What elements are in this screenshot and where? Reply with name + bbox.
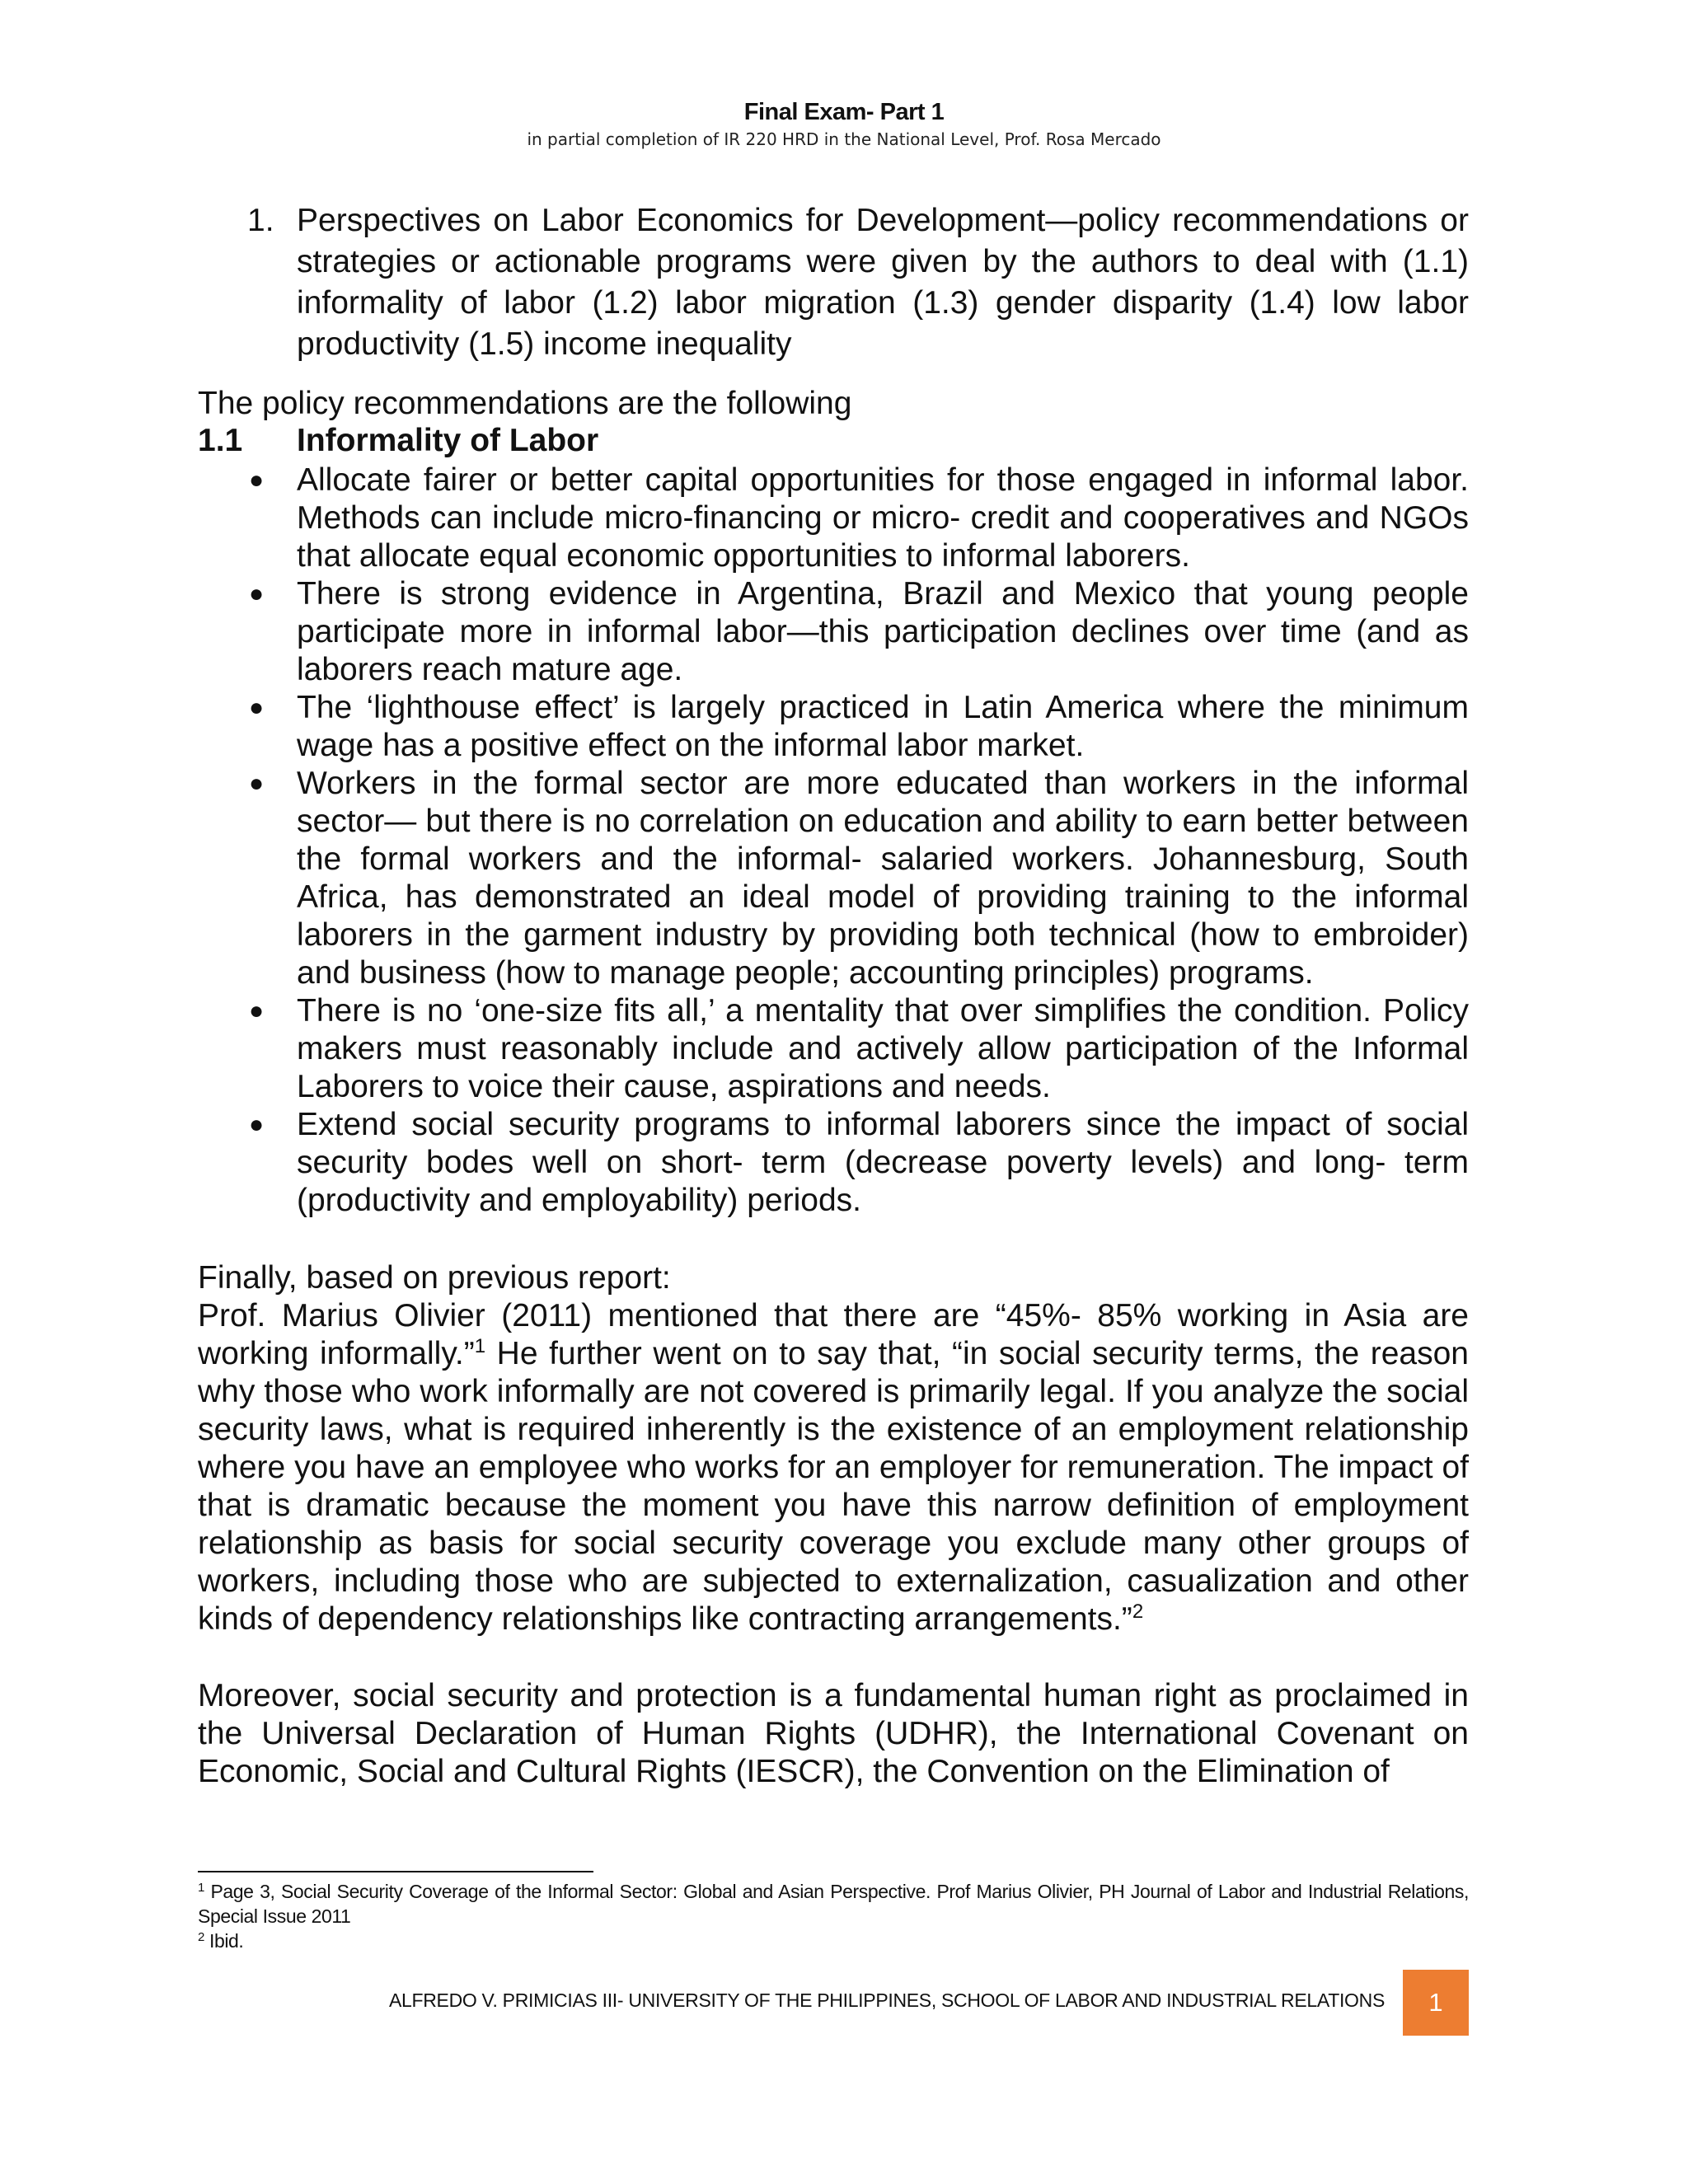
page-number-badge: 1 bbox=[1403, 1970, 1469, 2036]
section-title: Informality of Labor bbox=[297, 423, 599, 458]
recommendation-list bbox=[198, 462, 1469, 1220]
list-item bbox=[198, 765, 1469, 992]
footnote bbox=[198, 1879, 1469, 1929]
olivier-paragraph bbox=[198, 1297, 1469, 1638]
footer-author: ALFREDO V. PRIMICIAS III- UNIVERSITY OF THE PHILIPPINES, SCHOOL OF LABOR AND INDUSTRIAL RELATIONS bbox=[388, 1990, 1385, 2011]
list-item-text: Allocate fairer or better capital opportunities for those engaged in informal labor. Methods can include micro-financing or micro- credit and cooperatives and NGOs that allocate equal economic opportunities to informal laborers. bbox=[297, 462, 1469, 574]
section-number: 1.1 bbox=[198, 423, 243, 458]
bullet-icon: ● bbox=[249, 466, 265, 494]
footnotes bbox=[198, 1879, 1469, 1953]
footnote-divider bbox=[198, 1871, 593, 1872]
footnote-ref: 1 bbox=[474, 1335, 486, 1357]
bullet-icon: ● bbox=[249, 770, 265, 797]
footnote-ref: 2 bbox=[1132, 1601, 1144, 1623]
footnote-text: Page 3, Social Security Coverage of the Informal Sector: Global and Asian Perspective. Prof Marius Olivier, PH Journal of Labor and Industrial Relations, Special Issue 2011 bbox=[198, 1881, 1469, 1927]
bullet-icon: ● bbox=[249, 1111, 265, 1138]
list-item-text: There is strong evidence in Argentina, Brazil and Mexico that young people participate more in informal labor—this participation declines over time (and as laborers reach mature age. bbox=[297, 576, 1469, 687]
list-item-text: The ‘lighthouse effect’ is largely practiced in Latin America where the minimum wage has a positive effect on the informal labor market. bbox=[297, 690, 1469, 763]
bullet-icon: ● bbox=[249, 580, 265, 607]
list-item bbox=[198, 1106, 1469, 1220]
list-item bbox=[198, 689, 1469, 765]
footnote bbox=[198, 1929, 1469, 1953]
page-footer bbox=[198, 1970, 1469, 2036]
list-item bbox=[198, 462, 1469, 575]
intro-line: The policy recommendations are the following bbox=[198, 386, 852, 421]
footnote-mark: 2 bbox=[198, 1930, 204, 1944]
question-item bbox=[198, 200, 1469, 365]
question-text: Perspectives on Labor Economics for Development—policy recommendations or strategies or actionable programs were given by the authors to deal with (1.1) informality of labor (1.2) labor migration (1.3) gender disparity (1.4) low labor productivity (1.5) income inequality bbox=[297, 203, 1469, 362]
footnote-text: Ibid. bbox=[209, 1930, 244, 1952]
list-item-text: Workers in the formal sector are more educated than workers in the informal sector— but there is no correlation on education and ability to earn better between the formal workers and the informal- salaried workers. Johannesburg, South Africa, has demonstrated an ideal model of providing training to the informal laborers in the garment industry by providing both technical (how to embroider) and business (how to manage people; accounting principles) programs. bbox=[297, 766, 1469, 991]
list-item bbox=[198, 992, 1469, 1106]
list-item bbox=[198, 575, 1469, 689]
paragraph-text: Prof. Marius Olivier (2011) mentioned that there are “45%- 85% working in Asia are working informally.” bbox=[198, 1298, 1469, 1371]
section-heading bbox=[198, 420, 598, 462]
human-rights-paragraph: Moreover, social security and protection is a fundamental human right as proclaimed in the Universal Declaration of Human Rights (UDHR), the International Covenant on Economic, Social and Cultural Rights (IESCR), the Convention on the Elimination of bbox=[198, 1678, 1469, 1789]
list-item-text: Extend social security programs to informal laborers since the impact of social security bodes well on short- term (decrease poverty levels) and long- term (productivity and employability) periods. bbox=[297, 1107, 1469, 1218]
list-item-text: There is no ‘one-size fits all,’ a mentality that over simplifies the condition. Policy makers must reasonably include and actively allow participation of the Informal Laborers to voice their cause, aspirations and needs. bbox=[297, 993, 1469, 1104]
footnote-mark: 1 bbox=[198, 1881, 204, 1895]
page-header bbox=[0, 97, 1688, 152]
bullet-icon: ● bbox=[249, 997, 265, 1024]
header-subtitle: in partial completion of IR 220 HRD in the National Level, Prof. Rosa Mercado bbox=[527, 129, 1161, 149]
header-title: Final Exam- Part 1 bbox=[743, 99, 945, 125]
question-number: 1. bbox=[247, 203, 274, 238]
finally-line: Finally, based on previous report: bbox=[198, 1260, 671, 1296]
bullet-icon: ● bbox=[249, 694, 265, 721]
paragraph-text: He further went on to say that, “in social security terms, the reason why those who work informally are not covered is primarily legal. If you analyze the social security laws, what is required inherently is the existence of an employment relationship where you have an employee who works for an employer for remuneration. The impact of that is dramatic because the moment you have this narrow definition of employment relationship as basis for social security coverage you exclude many other groups of workers, including those who are subjected to externalization, casualization and other kinds of dependency relationships like contracting arrangements.” bbox=[198, 1336, 1469, 1637]
